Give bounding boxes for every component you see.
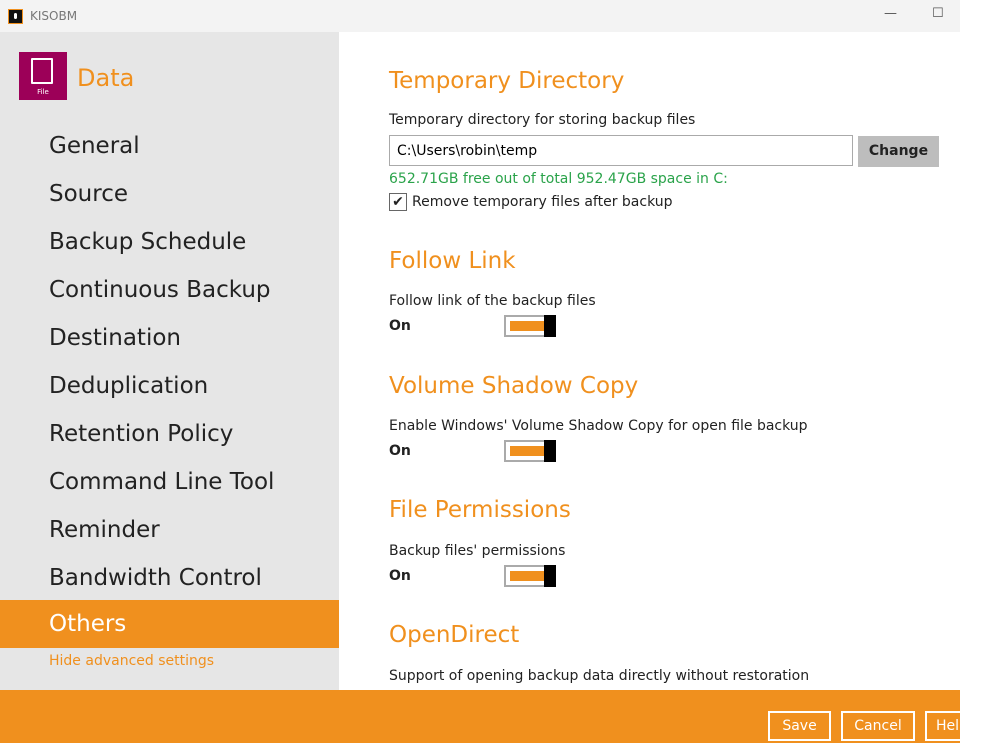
remove-temp-checkbox[interactable]: ✔ — [389, 193, 407, 211]
vss-label: Enable Windows' Volume Shadow Copy for open file backup — [389, 418, 808, 434]
heading-file-permissions: File Permissions — [389, 497, 571, 523]
heading-follow-link: Follow Link — [389, 248, 516, 274]
permissions-toggle[interactable] — [504, 565, 556, 587]
sidebar-item-backup-schedule[interactable]: Backup Schedule — [49, 229, 247, 255]
temp-dir-input[interactable] — [389, 135, 853, 166]
section-title: Data — [77, 64, 135, 92]
footer-bar — [0, 690, 968, 743]
heading-volume-shadow-copy: Volume Shadow Copy — [389, 373, 639, 399]
sidebar-item-source[interactable]: Source — [49, 181, 128, 207]
free-space-text: 652.71GB free out of total 952.47GB space in C: — [389, 171, 728, 187]
change-button[interactable]: Change — [858, 136, 939, 167]
window-title: KISOBM — [30, 9, 78, 23]
permissions-state: On — [389, 568, 411, 584]
maximize-button[interactable]: ☐ — [932, 6, 944, 21]
hide-advanced-settings-link[interactable]: Hide advanced settings — [49, 653, 215, 669]
sidebar-item-retention-policy[interactable]: Retention Policy — [49, 421, 234, 447]
sidebar-item-command-line-tool[interactable]: Command Line Tool — [49, 469, 275, 495]
sidebar-item-general[interactable]: General — [49, 133, 140, 159]
sidebar-item-continuous-backup[interactable]: Continuous Backup — [49, 277, 271, 303]
help-button[interactable]: Help — [925, 711, 985, 741]
sidebar-item-bandwidth-control[interactable]: Bandwidth Control — [49, 565, 262, 591]
remove-temp-label: Remove temporary files after backup — [412, 194, 673, 210]
follow-link-state: On — [389, 318, 411, 334]
file-icon: File — [19, 52, 67, 100]
sidebar-item-reminder[interactable]: Reminder — [49, 517, 160, 543]
vss-state: On — [389, 443, 411, 459]
sidebar-item-destination[interactable]: Destination — [49, 325, 181, 351]
heading-temporary-directory: Temporary Directory — [389, 68, 625, 94]
sidebar-item-others[interactable]: Others — [0, 600, 339, 648]
permissions-label: Backup files' permissions — [389, 543, 566, 559]
sidebar — [0, 32, 339, 690]
sidebar-item-deduplication[interactable]: Deduplication — [49, 373, 209, 399]
title-bar — [0, 0, 960, 32]
follow-link-label: Follow link of the backup files — [389, 293, 596, 309]
heading-opendirect: OpenDirect — [389, 622, 520, 648]
temp-dir-label: Temporary directory for storing backup files — [389, 112, 696, 128]
cancel-button[interactable]: Cancel — [841, 711, 915, 741]
opendirect-label: Support of opening backup data directly without restoration — [389, 668, 810, 684]
minimize-button[interactable]: — — [884, 6, 897, 21]
vss-toggle[interactable] — [504, 440, 556, 462]
follow-link-toggle[interactable] — [504, 315, 556, 337]
save-button[interactable]: Save — [768, 711, 831, 741]
app-icon — [8, 9, 23, 24]
